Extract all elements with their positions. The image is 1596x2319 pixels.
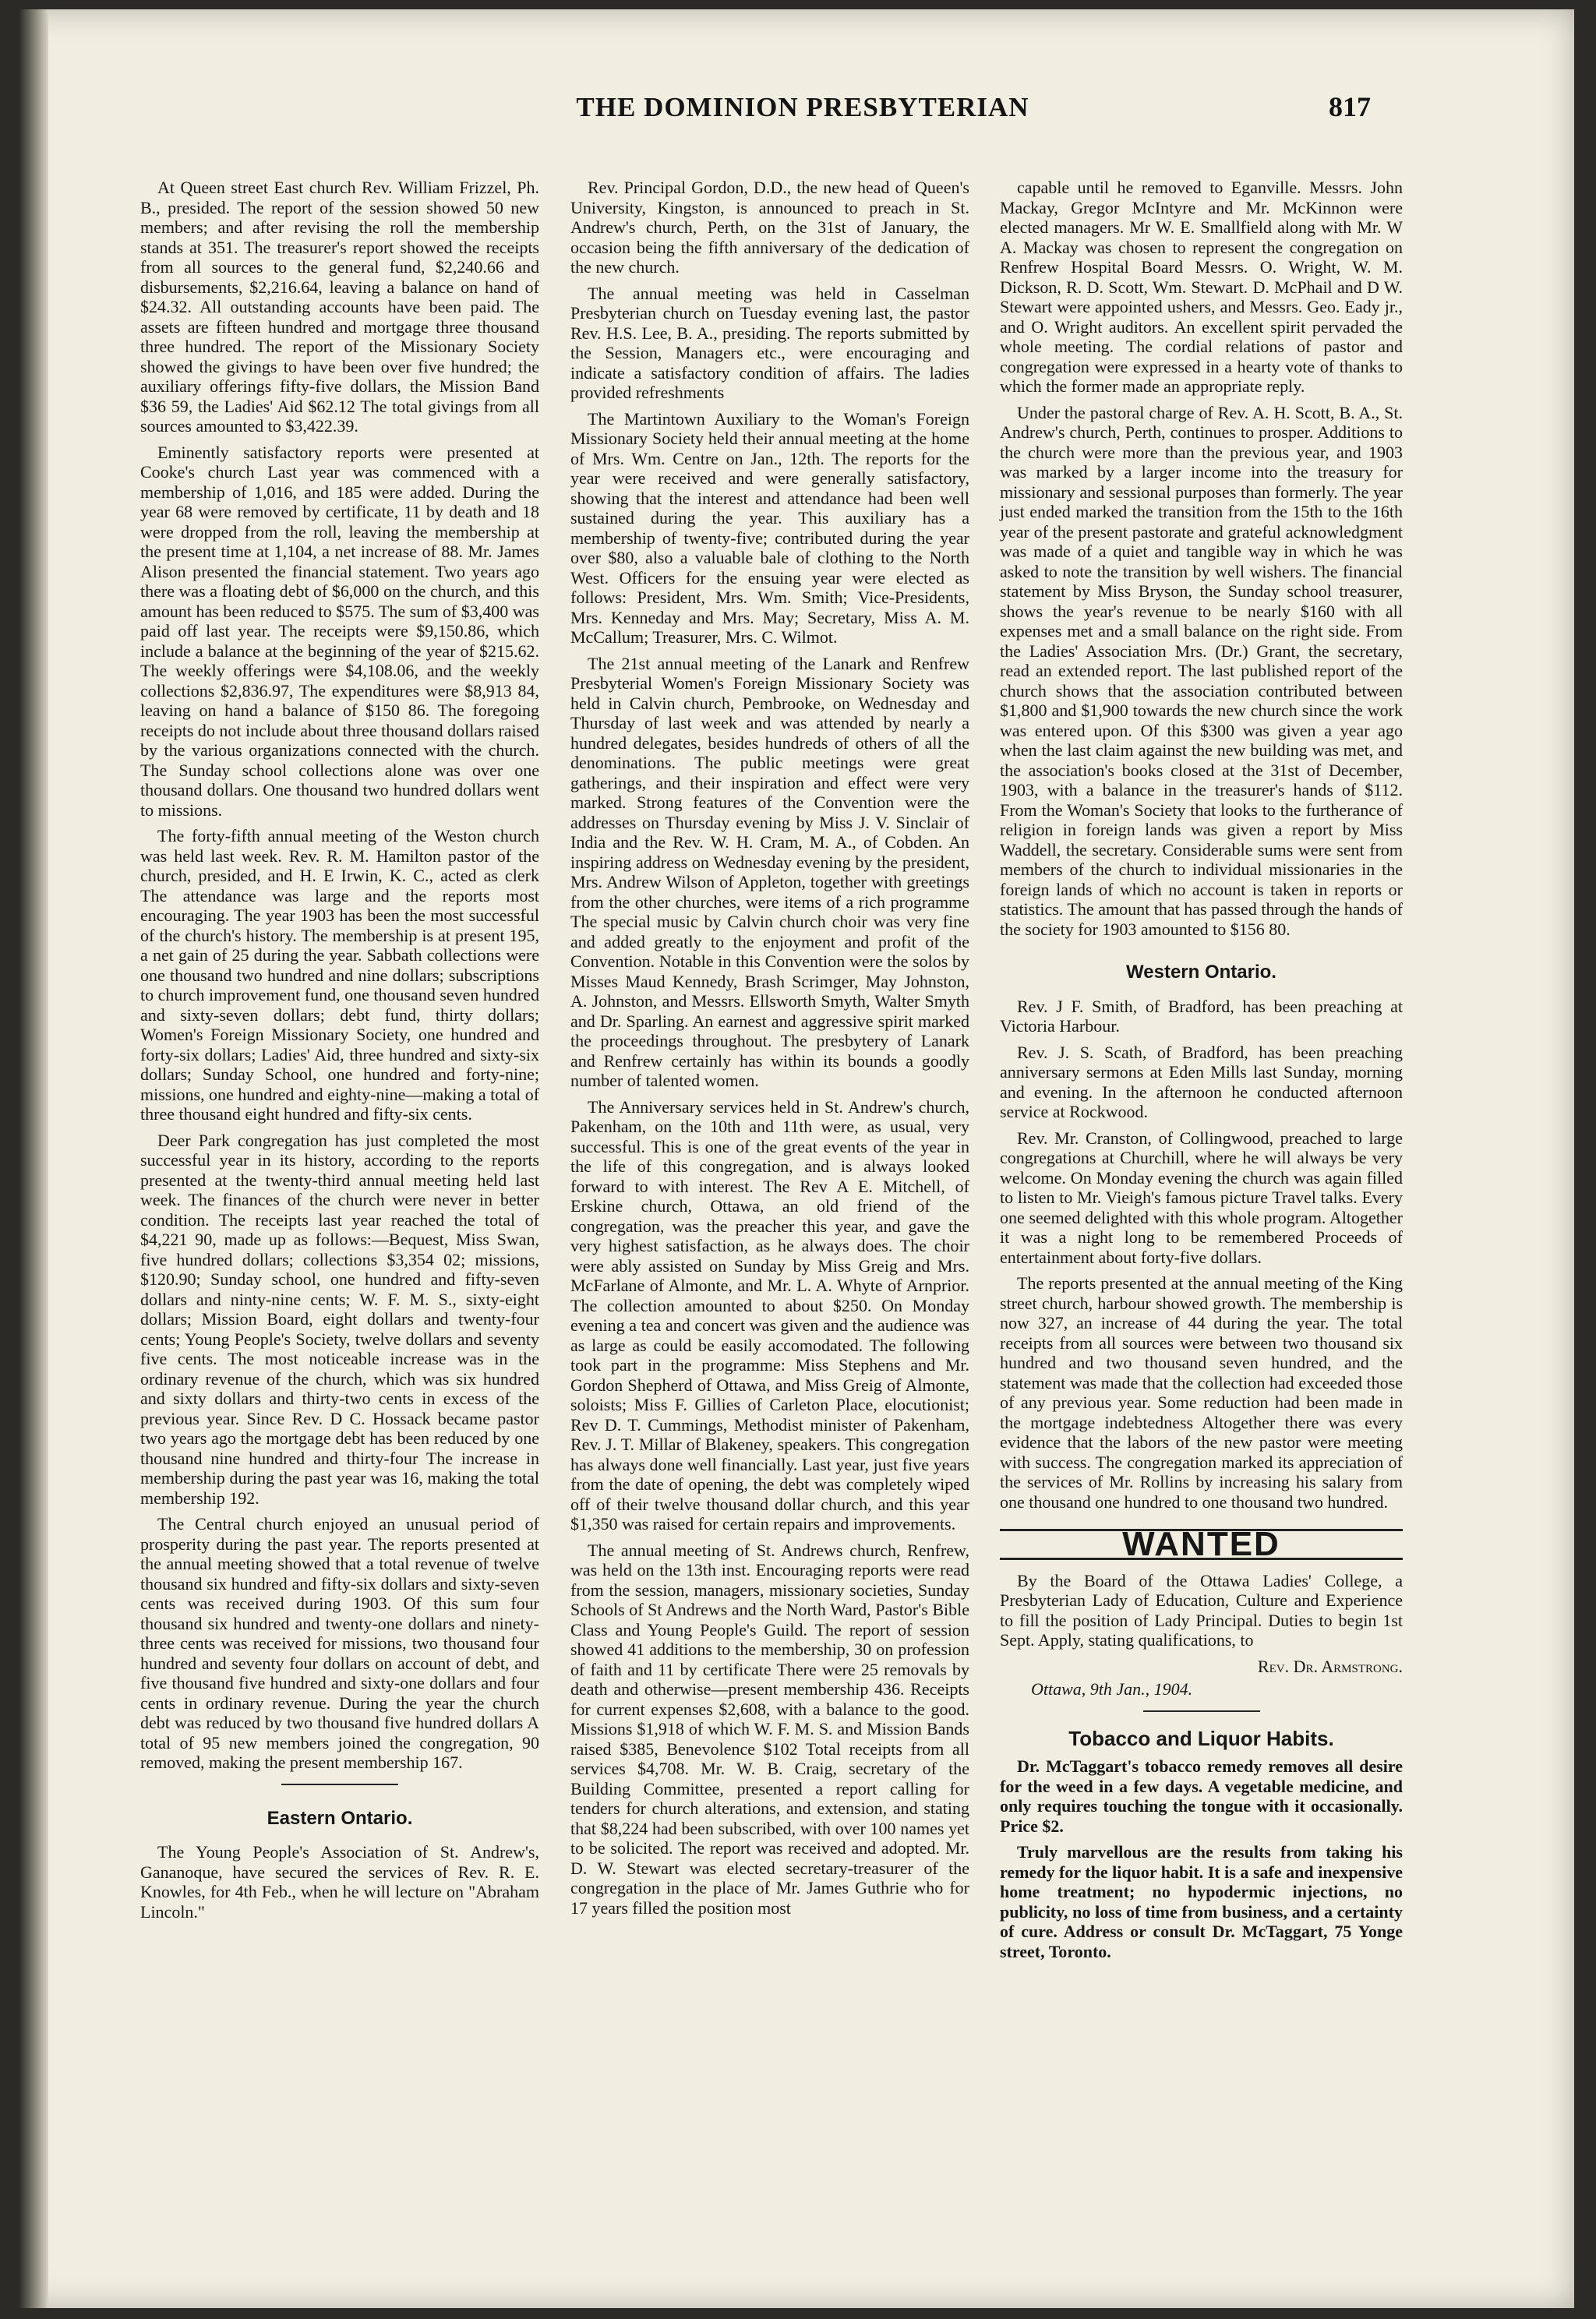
section-heading-western-ontario: Western Ontario. bbox=[1126, 962, 1276, 983]
article-lanark-renfrew: The 21st annual meeting of the Lanark and Renfrew Presbyterial Women's Foreign Missionary Society was held in Calvin church, Pembrooke, on Wednesday and Thursday of last week and was attended by nearly a hundred delegates, besides hundreds of others of all the denominations. The public meetings were great gatherings, and their inspiration and effect were very marked. Strong features of the Convention were the addresses on Thursday evening by Miss J. V. Sinclair of India and the Rev. W. H. Cram, M. A., of Cobden. An inspiring address on Wednesday evening by the president, Mrs. Andrew Wilson of Appleton, together with greetings from the other churches, were items of a rich programme The special music by Calvin church choir was very fine and added greatly to the enjoyment and profit of the Convention. Notable in this Convention were the solos by Misses Maud Kennedy, Brash Scrimger, May Johnston, A. Johnston, and Messrs. Ellsworth Smyth, Walter Smyth and Dr. Sparling. An earnest and aggressive spirit marked the proceedings throughout. The presbytery of Lanark and Renfrew certainly has within its bounds a goodly number of talented women. bbox=[570, 653, 969, 1090]
advert-tobacco-paragraph: Dr. McTaggart's tobacco remedy removes all desire for the weed in a few days. A vegetable medicine, and only requires touching the tongue with it occasionally. Price $2. bbox=[1000, 1756, 1403, 1836]
article-cookes-church: Eminently satisfactory reports were presented at Cooke's church Last year was commenced with a membership of 1,016, and 185 were added. During the year 68 were removed by certificate, 11 by death and 18 were dropped from the roll, leaving the membership at the present time at 1,104, a net increase of 88. Mr. James Alison presented the financial statement. Two years ago there was a floating debt of $6,000 on the church, and this amount has been reduced to $575. The sum of $3,400 was paid off last year. The receipts were $9,150.86, which include a balance at the beginning of the year of $215.62. The weekly offerings were $4,108.06, and the weekly collections $2,836.97, The expenditures were $8,913 84, leaving on hand a balance of $150 86. The foregoing receipts do not include about three thousand dollars raised by the various organizations connected with the church. The Sunday school collections alone was over one thousand dollars. One thousand two hundred dollars went to missions. bbox=[140, 442, 539, 820]
advert-heading: Tobacco and Liquor Habits. bbox=[1068, 1726, 1334, 1750]
masthead-title: THE DOMINION PRESBYTERIAN bbox=[576, 92, 1029, 122]
wanted-heading: WANTED bbox=[1000, 1529, 1403, 1560]
column-3 bbox=[1000, 178, 1403, 1968]
article-deer-park: Deer Park congregation has just completed the most successful year in its history, according to the reports presented at the twenty-third annual meeting held last week. The finances of the church were never in better condition. The receipts last year reached the total of $4,221 90, made up as follows:—Bequest, Miss Swan, five hundred dollars; collections $3,354 02; missions, $120.90; Sunday school, one hundred and fifty-seven dollars and ninty-nine cents; W. F. M. S., sixty-eight dollars; Mission Board, eight dollars and twenty-four cents; Young People's Society, twelve dollars and seventy five cents. The most noticeable increase was in the ordinary revenue of the church, which was six hundred and sixty dollars and thirty-two cents in excess of the previous year. Since Rev. D C. Hossack became pastor two years ago the mortgage debt has been reduced by one thousand nine hundred and thirty-four The increase in membership during the past year was 16, making the total membership 192. bbox=[140, 1130, 539, 1508]
article-renfrew-continued: capable until he removed to Eganville. Messrs. John Mackay, Gregor McIntyre and Mr. McKinnon were elected managers. Mr W. E. Smallfield along with Mr. W A. Mackay was chosen to represent the congregation on Renfrew Hospital Board Messrs. O. Wright, W. M. Dickson, R. D. Scott, Wm. Stewart. D. McPhail and D W. Stewart were appointed ushers, and Messrs. Geo. Eady jr., and O. Wright auditors. An excellent spirit pervaded the whole meeting. The cordial relations of pastor and congregation were expressed in a hearty vote of thanks to which the former made an appropriate reply. bbox=[1000, 178, 1403, 396]
article-pakenham: The Anniversary services held in St. Andrew's church, Pakenham, on the 10th and 11th were, as usual, very successful. This is one of the great events of the year in the life of this congregation, and is always looked forward to with interest. The Rev A E. Mitchell, of Erskine church, Ottawa, an old friend of the congregation, was the preacher this year, and gave the very highest satisfaction, as he always does. The choir were ably assisted on Sunday by Miss Greig and Mrs. McFarlane of Almonte, and Mr. L. A. Whyte of Arnprior. The collection amounted to about $250. On Monday evening a tea and concert was given and the audience was as large as could be easily accomodated. The following took part in the programme: Miss Stephens and Mr. Gordon Shepherd of Ottawa, and Miss Greig of Almonte, soloists; Miss F. Gillies of Carleton Place, elocutionist; Rev D. T. Cummings, Methodist minister of Pakenham, Rev. J. T. Millar of Blakeney, speakers. This congregation has always done well financially. Last year, just five years from the date of opening, the debt was completely wiped off of their twelve thousand dollar church, and this year $1,350 was raised for certain repairs and improvements. bbox=[570, 1096, 969, 1534]
column-1 bbox=[140, 178, 539, 1928]
column-2 bbox=[570, 178, 969, 1924]
advert-liquor-paragraph: Truly marvellous are the results from taking his remedy for the liquor habit. It is a safe and inexpensive home treatment; no hypodermic injections, no publicity, no loss of time from business, and a certainty of cure. Address or consult Dr. McTaggart, 75 Yonge street, Toronto. bbox=[1000, 1842, 1403, 1961]
advert-body bbox=[1000, 1756, 1403, 1961]
article-principal-gordon: Rev. Principal Gordon, D.D., the new head of Queen's University, Kingston, is announced to preach in St. Andrew's church, Perth, on the 31st of January, the occasion being the fifth anniversary of the dedication of the new church. bbox=[570, 178, 969, 277]
article-weston-church: The forty-fifth annual meeting of the Weston church was held last week. Rev. R. M. Hamilton pastor of the church, presided, and H. E Irwin, K. C., acted as clerk The attendance was large and the reports most encouraging. The year 1903 has been the most successful of the church's history. The membership is at present 195, a net gain of 25 during the year. Sabbath collections were one thousand two hundred and nine dollars; subscriptions to church improvement fund, one thousand seven hundred and sixty-seven dollars; debt fund, thirty dollars; Women's Foreign Missionary Society, one hundred and forty-six dollars; Ladies' Aid, three hundred and sixty-six dollars; Sunday School, one hundred and forty-nine; missions, one hundred and eighty-nine—making a total of three thousand eight hundred and fifty-six cents. bbox=[140, 826, 540, 1124]
wanted-body: By the Board of the Ottawa Ladies' College, a Presbyterian Lady of Education, Culture and Experience to fill the position of Lady Principal. Duties to begin 1st Sept. Apply, stating qualifications, to bbox=[1000, 1570, 1403, 1650]
binding-edge bbox=[19, 9, 48, 2308]
column-divider-rule bbox=[281, 1784, 398, 1785]
article-central-church: The Central church enjoyed an unusual period of prosperity during the past year. The reports presented at the annual meeting showed that a total revenue of twelve thousand six hundred and fifty-six dollars and sixty-seven cents was received during 1903. Of this sum four thousand six hundred and twenty-one dollars and ninety-three cents was received for missions, two thousand four hundred and seventy four dollars on account of debt, and five thousand five hundred and sixty-one dollars and four cents in ordinary revenue. During the year the church debt was reduced by two thousand five hundred dollars A total of 95 new members joined the congregation, 90 removed, making the present membership 167. bbox=[140, 1514, 539, 1772]
article-collingwood: Rev. Mr. Cranston, of Collingwood, preached to large congregations at Churchill, where he will always be very welcome. On Monday evening the church was again filled to listen to Mr. Vieigh's famous picture Travel talks. Every one seemed delighted with this whole program. Altogether it was a night long to be remembered Proceeds of entertainment about forty-five dollars. bbox=[1000, 1128, 1403, 1267]
page-number: 817 bbox=[1329, 91, 1371, 122]
advert-divider-rule bbox=[1143, 1710, 1260, 1712]
article-casselman: The annual meeting was held in Casselman Presbyterian church on Tuesday evening last, the pastor Rev. H.S. Lee, B. A., presiding. The reports submitted by the Session, Managers etc., were encouraging and indicate a satisfactory condition of affairs. The ladies provided refreshments bbox=[570, 283, 969, 402]
wanted-date: Ottawa, 9th Jan., 1904. bbox=[1031, 1679, 1193, 1699]
article-bradford-smith: Rev. J F. Smith, of Bradford, has been preaching at Victoria Harbour. bbox=[1000, 996, 1403, 1036]
article-bradford-scath: Rev. J. S. Scath, of Bradford, has been preaching anniversary sermons at Eden Mills last Sunday, morning and evening. In the afternoon he conducted afternoon service at Rockwood. bbox=[1000, 1042, 1403, 1121]
article-king-street: The reports presented at the annual meeting of the King street church, harbour showed growth. The membership is now 327, an increase of 44 during the year. The total receipts from all sources were between two thousand six hundred and two thousand seven hundred, and the statement was made that the collection had exceeded those of any previous year. Some reduction had been made in the mortgage indebtedness Altogether there was every evidence that the labors of the new pastor were meeting with success. The congregation marked its appreciation of the services of Mr. Rollins by increasing his salary from one thousand one hundred to one thousand two hundred. bbox=[1000, 1273, 1403, 1512]
article-martintown: The Martintown Auxiliary to the Woman's Foreign Missionary Society held their annual meeting at the home of Mrs. Wm. Centre on Jan., 12th. The reports for the year were received and were generally satisfactory, showing that the interest and attendance had been well sustained during the year. This auxiliary has a membership of twenty-five; contributed during the year over $80, also a valuable bale of clothing to the North West. Officers for the ensuing year were elected as follows: President, Mrs. Wm. Smith; Vice-Presidents, Mrs. Kenneday and Mrs. May; Secretary, Miss A. M. McCallum; Treasurer, Mrs. C. Wilmot. bbox=[570, 408, 969, 647]
article-renfrew: The annual meeting of St. Andrews church, Renfrew, was held on the 13th inst. Encouraging reports were read from the session, managers, missionary societies, Sunday Schools of St Andrews and the North Ward, Pastor's Bible Class and Young People's Guild. The report of session showed 41 additions to the membership, 30 on profession of faith and 11 by certificate There were 25 removals by death and otherwise—present membership 436. Receipts for current expenses $2,608, with a balance to the good. Missions $1,918 of which W. F. M. S. and Mission Bands raised $385, Benevolence $102 Total receipts from all services $4,708. Mr. W. B. Craig, secretary of the Building Committee, presented a report calling for tenders for church alterations, and extension, and stating that $8,224 had been subscribed, with over 100 names yet to be solicited. The report was received and adopted. Mr. D. W. Stewart was elected secretary-treasurer of the congregation in the place of Mr. James Guthrie who for 17 years filled the position most bbox=[570, 1540, 969, 1918]
article-gananoque: The Young People's Association of St. Andrew's, Gananoque, have secured the services of Rev. R. E. Knowles, for 4th Feb., when he will lecture on "Abraham Lincoln." bbox=[140, 1842, 539, 1922]
section-heading-eastern-ontario: Eastern Ontario. bbox=[267, 1807, 413, 1829]
wanted-signature: Rev. Dr. Armstrong. bbox=[1257, 1656, 1403, 1676]
article-perth: Under the pastoral charge of Rev. A. H. Scott, B. A., St. Andrew's church, Perth, continues to prosper. Additions to the church were more than the previous year, and 1903 was marked by a larger income into the treasury for missionary and sessional purposes than formerly. The year just ended marked the transition from the 15th to the 16th year of the present pastorate and grateful acknowledgment was made of a quiet and tangible way in which he was asked to note the transition by well wishers. The financial statement by Miss Bryson, the Sunday school treasurer, shows the year's revenue to be nearly $160 with all expenses met and a small balance on the right side. From the Ladies' Association Mrs. (Dr.) Grant, the secretary, read an extended report. The last published report of the church shows that the association contributed between $1,800 and $1,900 towards the new church since the work was entered upon. Of this $300 was given a year ago when the last claim against the new building was met, and the association's books closed at the 31st of December, 1903, with a balance in the treasurer's hands of $112. From the Woman's Society that looks to the furtherance of religion in foreign lands was given a report by Miss Waddell, the secretary. Considerable sums were sent from members of the church to individual missionaries in the foreign lands of which no account is taken in reports or statistics. The amount that has passed through the hands of the society for 1903 amounted to $156 80. bbox=[1000, 402, 1403, 939]
article-queen-street-east: At Queen street East church Rev. William Frizzel, Ph. B., presided. The report of the session showed 50 new members; and after revising the roll the membership stands at 351. The treasurer's report showed the receipts from all sources to the general fund, $2,240.66 and disbursements, $2,216.64, leaving a balance on hand of $24.32. All outstanding accounts have been paid. The assets are fifteen hundred and mortgage three thousand three hundred. The report of the Missionary Society showed the givings to have been over five hundred; the auxiliary offerings fifty-five dollars, the Mission Band $36 59, the Ladies' Aid $62.12 The total givings from all sources amounted to $3,422.39. bbox=[140, 178, 539, 436]
